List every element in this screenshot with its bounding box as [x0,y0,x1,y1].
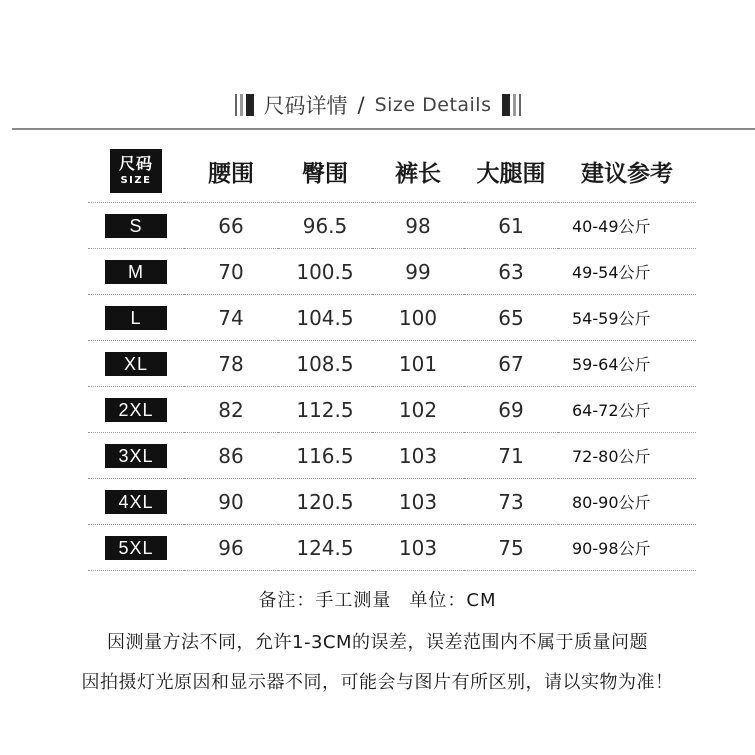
waist-cell: 78 [184,341,278,387]
notes-section [0,586,755,708]
thigh-cell: 73 [464,479,558,525]
hip-cell: 108.5 [278,341,372,387]
title-divider [12,128,755,130]
thigh-cell: 61 [464,203,558,249]
length-cell: 98 [372,203,464,249]
table-row [88,387,696,433]
size-header-badge [110,149,162,193]
length-cell: 102 [372,387,464,433]
error-tolerance-note: 因测量方法不同，允许1-3CM的误差，误差范围内不属于质量问题 [107,632,648,653]
waist-cell: 90 [184,479,278,525]
waist-cell: 96 [184,525,278,571]
waist-cell: 82 [184,387,278,433]
length-cell: 103 [372,433,464,479]
size-label: 3XL [105,444,167,468]
recommend-cell: 72-80公斤 [558,433,696,479]
size-header-cn: 尺码 [118,154,153,173]
length-cell: 100 [372,295,464,341]
color-difference-note: 因拍摄灯光原因和显示器不同，可能会与图片有所区别，请以实物为准！ [81,672,674,693]
thigh-cell: 69 [464,387,558,433]
length-cell: 103 [372,479,464,525]
size-cell [88,479,184,525]
hip-cell: 112.5 [278,387,372,433]
size-label: M [105,260,167,284]
title-separator: / [357,93,365,117]
size-cell [88,249,184,295]
size-cell [88,387,184,433]
table-row [88,341,696,387]
hip-cell: 104.5 [278,295,372,341]
size-cell [88,295,184,341]
column-header-waist: 腰围 [184,140,278,203]
size-label: 5XL [105,536,167,560]
title-bars-right-icon [502,94,521,116]
table-row [88,203,696,249]
table-row [88,525,696,571]
waist-cell: 70 [184,249,278,295]
thigh-cell: 75 [464,525,558,571]
table-row [88,295,696,341]
thigh-cell: 67 [464,341,558,387]
recommend-cell: 40-49公斤 [558,203,696,249]
thigh-cell: 63 [464,249,558,295]
thigh-cell: 71 [464,433,558,479]
hip-cell: 96.5 [278,203,372,249]
size-label: 4XL [105,490,167,514]
size-label: XL [105,352,167,376]
note-manual-measure: 备注：手工测量 [258,590,392,611]
size-header-en: SIZE [120,175,152,186]
recommend-cell: 54-59公斤 [558,295,696,341]
table-row [88,433,696,479]
size-cell [88,341,184,387]
title-section [0,90,755,120]
title-bars-left-icon [235,94,254,116]
length-cell: 99 [372,249,464,295]
hip-cell: 120.5 [278,479,372,525]
thigh-cell: 65 [464,295,558,341]
recommend-cell: 49-54公斤 [558,249,696,295]
recommend-cell: 59-64公斤 [558,341,696,387]
size-label: 2XL [105,398,167,422]
title-cn: 尺码详情 [263,94,348,118]
size-label: S [105,214,167,238]
hip-cell: 124.5 [278,525,372,571]
size-column-header [88,140,184,203]
length-cell: 101 [372,341,464,387]
column-header-length: 裤长 [372,140,464,203]
waist-cell: 74 [184,295,278,341]
measurement-note [0,586,755,612]
recommend-cell: 80-90公斤 [558,479,696,525]
length-cell: 103 [372,525,464,571]
waist-cell: 66 [184,203,278,249]
waist-cell: 86 [184,433,278,479]
column-header-thigh: 大腿围 [464,140,558,203]
hip-cell: 100.5 [278,249,372,295]
size-cell [88,203,184,249]
page-title [235,90,521,120]
size-table [88,140,696,571]
note-unit: 单位：CM [409,590,497,611]
size-cell [88,525,184,571]
size-label: L [105,306,167,330]
size-cell [88,433,184,479]
table-row [88,479,696,525]
recommend-cell: 64-72公斤 [558,387,696,433]
title-en: Size Details [374,94,492,116]
recommend-cell: 90-98公斤 [558,525,696,571]
table-row [88,249,696,295]
column-header-recommend: 建议参考 [558,140,696,203]
column-header-hip: 臀围 [278,140,372,203]
hip-cell: 116.5 [278,433,372,479]
table-header-row [88,140,696,203]
